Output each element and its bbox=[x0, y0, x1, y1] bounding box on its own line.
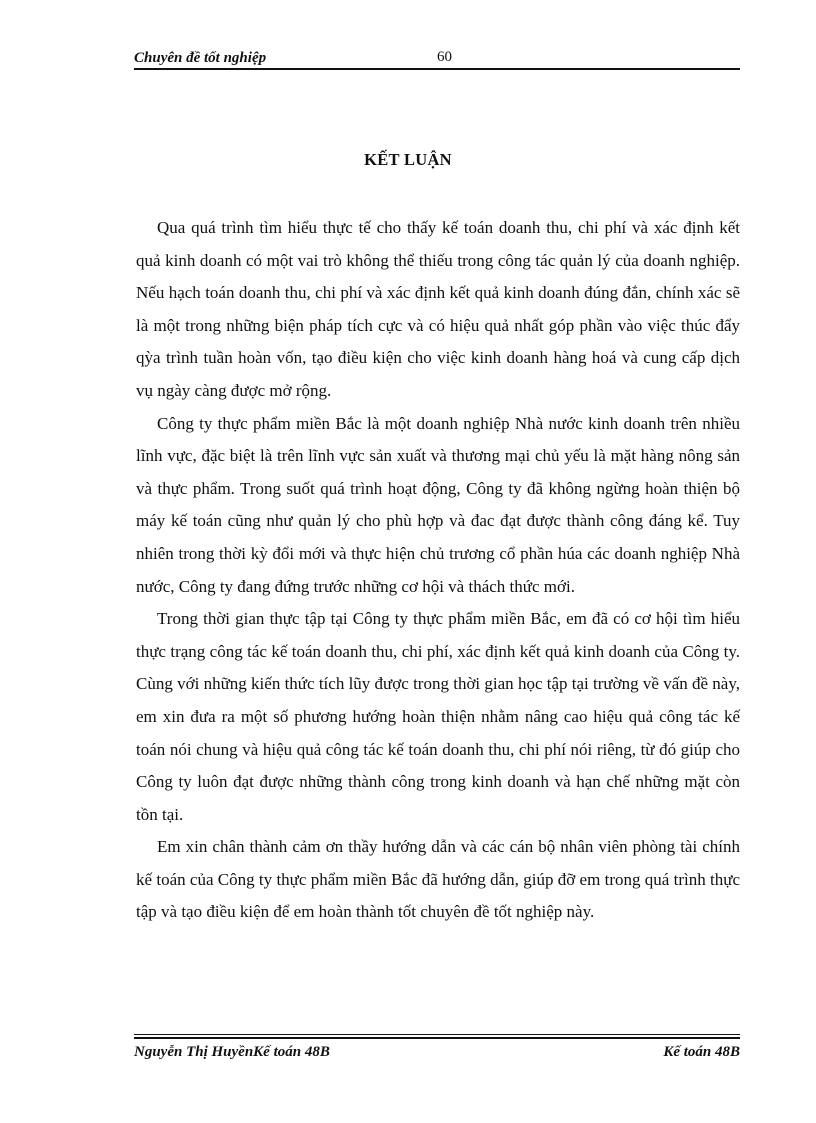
paragraph: Qua quá trình tìm hiểu thực tế cho thấy kế toán doanh thu, chi phí và xác định kết quả kinh doanh có một vai trò không thể thiếu trong công tác quản lý của doanh nghiệp. Nếu hạch toán doanh thu, chi phí và xác định kết quả kinh doanh đúng đắn, chính xác sẽ là một trong những biện pháp tích cực và có hiệu quả nhất góp phần vào việc thúc đẩy qỳa trình tuần hoàn vốn, tạo điều kiện cho việc kinh doanh hàng hoá và cung cấp dịch vụ ngày càng được mở rộng. bbox=[136, 218, 740, 400]
page-header bbox=[134, 48, 740, 70]
footer-class: Kế toán 48B bbox=[663, 1044, 740, 1060]
paragraph: Trong thời gian thực tập tại Công ty thực phẩm miền Bắc, em đã có cơ hội tìm hiểu thực trạng công tác kế toán doanh thu, chi phí, xác định kết quả kinh doanh của Công ty. Cùng với những kiến thức tích lũy được trong thời gian học tập tại trường về vấn đề này, em xin đưa ra một số phương hướng hoàn thiện nhằm nâng cao hiệu quả công tác kế toán nói chung và hiệu quả công tác kế toán doanh thu, chi phí nói riêng, từ đó giúp cho Công ty luôn đạt được những thành công trong kinh doanh và hạn chế những mặt còn tồn tại. bbox=[136, 609, 740, 824]
footer-author: Nguyễn Thị HuyềnKế toán 48B bbox=[134, 1044, 330, 1060]
paragraph: Công ty thực phẩm miền Bắc là một doanh nghiệp Nhà nước kinh doanh trên nhiều lĩnh vực, đặc biệt là trên lĩnh vực sản xuất và thương mại chủ yếu là mặt hàng nông sản và thực phẩm. Trong suốt quá trình hoạt động, Công ty đã không ngừng hoàn thiện bộ máy kế toán cũng như quản lý cho phù hợp và đac đạt được thành công đáng kể. Tuy nhiên trong thời kỳ đổi mới và thực hiện chủ trương cổ phần húa các doanh nghiệp Nhà nước, Công ty đang đứng trước những cơ hội và thách thức mới. bbox=[136, 413, 740, 596]
paragraph: Em xin chân thành cảm ơn thầy hướng dẫn và các cán bộ nhân viên phòng tài chính kế toán của Công ty thực phẩm miền Bắc đã hướng dẫn, giúp đỡ em trong quá trình thực tập và tạo điều kiện để em hoàn thành tốt chuyên đề tốt nghiệp này. bbox=[136, 837, 740, 922]
document-body bbox=[136, 212, 740, 929]
page-number: 60 bbox=[437, 49, 452, 65]
footer-divider bbox=[134, 1037, 740, 1039]
section-heading: KẾT LUẬN bbox=[364, 150, 452, 169]
header-title: Chuyên đề tốt nghiệp bbox=[134, 50, 267, 66]
footer-divider bbox=[134, 1034, 740, 1035]
